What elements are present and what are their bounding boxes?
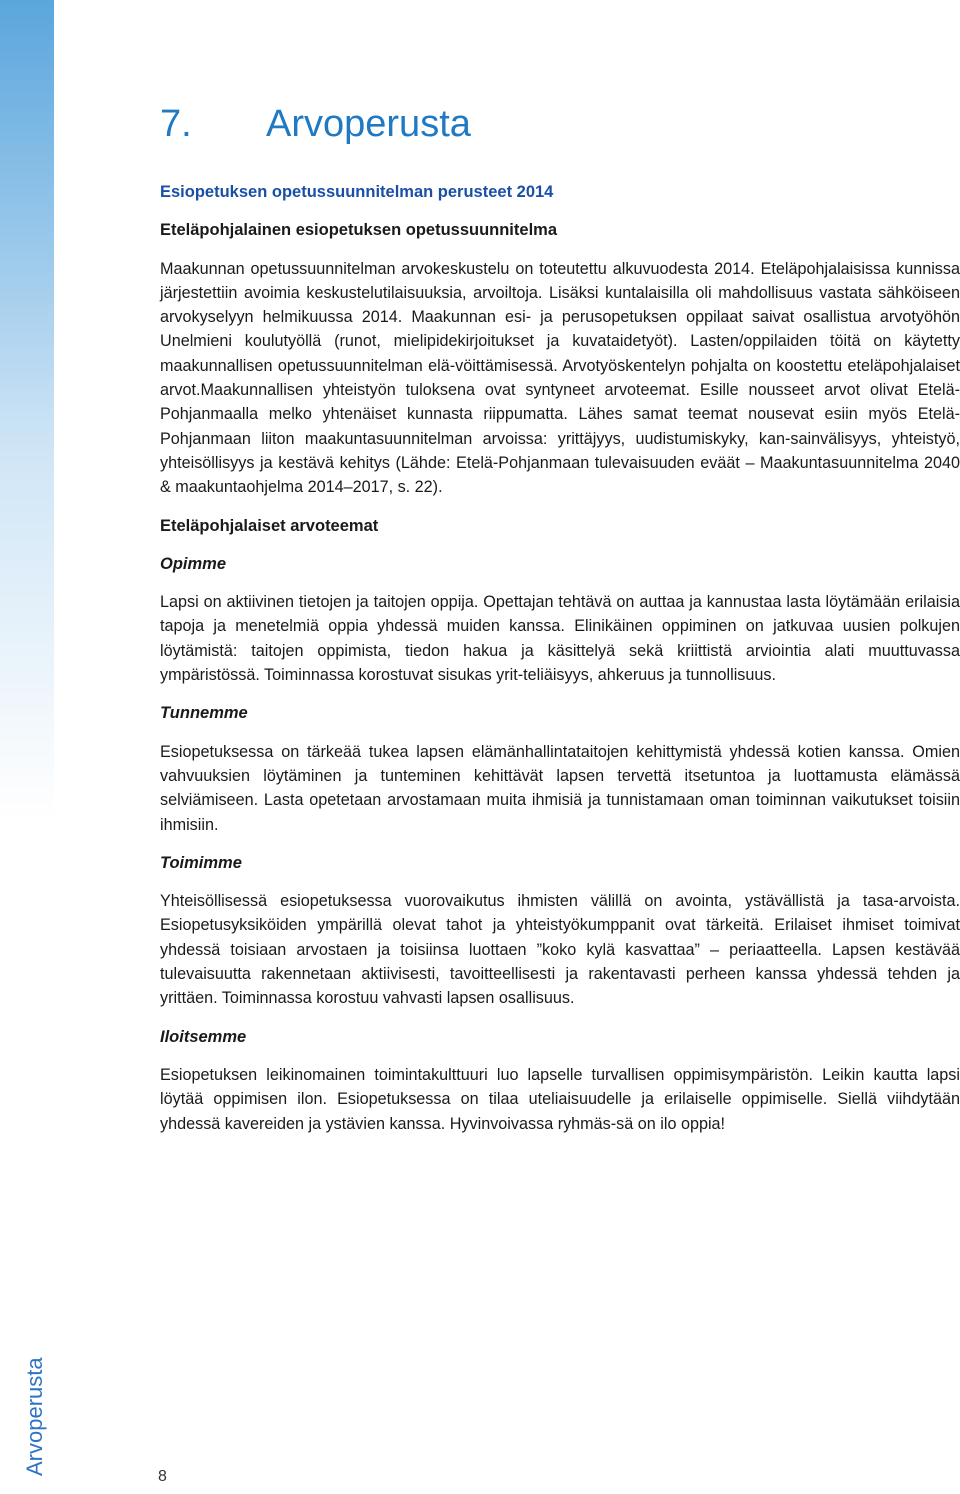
page-number: 8 [158, 1468, 167, 1485]
opimme-paragraph: Lapsi on aktiivinen tietojen ja taitojen oppija. Opettajan tehtävä on auttaa ja kannustaa lasta löytämään erilaisia tapoja ja menetelmiä oppia yhdessä muiden kanssa. Elinikäinen oppiminen on jatkuvaa uusien polkujen löytämistä: taitojen oppimista, tiedon hakua ja käsittelyä sekä kriittistä arviointia alati muuttuvassa ympäristössä. Toiminnassa korostuvat sisukas yrit-teliäisyys, ahkeruus ja tunnollisuus. [160, 593, 960, 685]
iloitsemme-paragraph: Esiopetuksen leikinomainen toimintakulttuuri luo lapselle turvallisen oppimisympäristön. Leikin kautta lapsi löytää oppimisen ilon. Esiopetuksessa on tilaa uteliaisuudelle ja erilaiselle oppimiselle. Siellä viihdytään yhdessä kavereiden ja ystävien kanssa. Hyvinvoivassa ryhmäs-sä on ilo oppia! [160, 1065, 960, 1133]
toimimme-paragraph: Yhteisöllisessä esiopetuksessa vuorovaikutus ihmisten välillä on avointa, ystävällistä ja tasa-arvoista. Esiopetusyksiköiden ympärillä olevat tahot ja yhteistyökumppanit ovat tärkeitä. Erilaiset ihmiset toimivat yhdessä toisiaan arvostaen ja toisiinsa luottaen ”koko kylä kasvattaa” – periaatteella. Lapsen kestävää tulevaisuutta rakennetaan aktiivisesti, tavoitteellisesti ja rakentavasti perheen kanssa yhdessä tehden ja yrittäen. Toiminnassa korostuu vahvasti lapsen osallisuus. [160, 892, 960, 1008]
running-section-label: Arvoperusta [22, 1357, 47, 1476]
intro-paragraph: Maakunnan opetussuunnitelman arvokeskustelu on toteutettu alkuvuodesta 2014. Eteläpohjalaisissa kunnissa järjestettiin avoimia keskustelutilaisuuksia, arvoiltoja. Lisäksi kuntalaisilla oli mahdollisuus vastata sähköiseen arvokyselyyn helmikuussa 2014. Maakunnan esi- ja perusopetuksen oppilaat saivat osallistua arvotyöhön Unelmieni koulutyöllä (runot, mielipidekirjoitukset ja kuvataidetyöt). Lasten/oppilaiden töitä on käytetty maakunnallisen opetussuunnitelman elä-vöittämisessä. Arvotyöskentelyn pohjalta on koostettu eteläpohjalaiset arvot.Maakunnallisen yhteistyön tuloksena ovat syntyneet arvoteemat. Esille nousseet arvot olivat Etelä-Pohjanmaalla melko yhtenäiset kunnasta riippumatta. Lähes samat teemat nousevat esiin myös Etelä-Pohjanmaan liiton maakuntasuunnitelman arvoissa: yrittäjyys, uudistumiskyky, kan-sainvälisyys, yhteistyö, yhteisöllisyys ja kestävä kehitys (Lähde: Etelä-Pohjanmaan tulevaisuuden eväät – Maakuntasuunnitelma 2040 & maakuntaohjelma 2014–2017, s. 22). [160, 259, 960, 497]
opimme-heading: Opimme [160, 554, 227, 573]
document-subtitle: Eteläpohjalainen esiopetuksen opetussuunnitelma [160, 221, 557, 240]
iloitsemme-heading: Iloitsemme [160, 1027, 247, 1046]
page-content [160, 180, 960, 1136]
sidebar-gradient [0, 0, 54, 1494]
document-title: Esiopetuksen opetussuunnitelman perusteet 2014 [160, 183, 554, 201]
toimimme-heading: Toimimme [160, 853, 242, 872]
chapter-title: Arvoperusta [266, 103, 471, 145]
chapter-heading [160, 103, 471, 146]
tunnemme-paragraph: Esiopetuksessa on tärkeää tukea lapsen elämänhallintataitojen kehittymistä yhdessä kotien kanssa. Omien vahvuuksien löytäminen ja tunteminen kehittävät lapsen tervettä itsetuntoa ja luottamusta elämässä selviämiseen. Lasta opetetaan arvostamaan muita ihmisiä ja tunnistamaan oman toiminnan vaikutukset toisiin ihmisiin. [160, 742, 960, 834]
chapter-number: 7. [160, 103, 192, 145]
themes-heading: Eteläpohjalaiset arvoteemat [160, 516, 379, 535]
tunnemme-heading: Tunnemme [160, 704, 248, 723]
